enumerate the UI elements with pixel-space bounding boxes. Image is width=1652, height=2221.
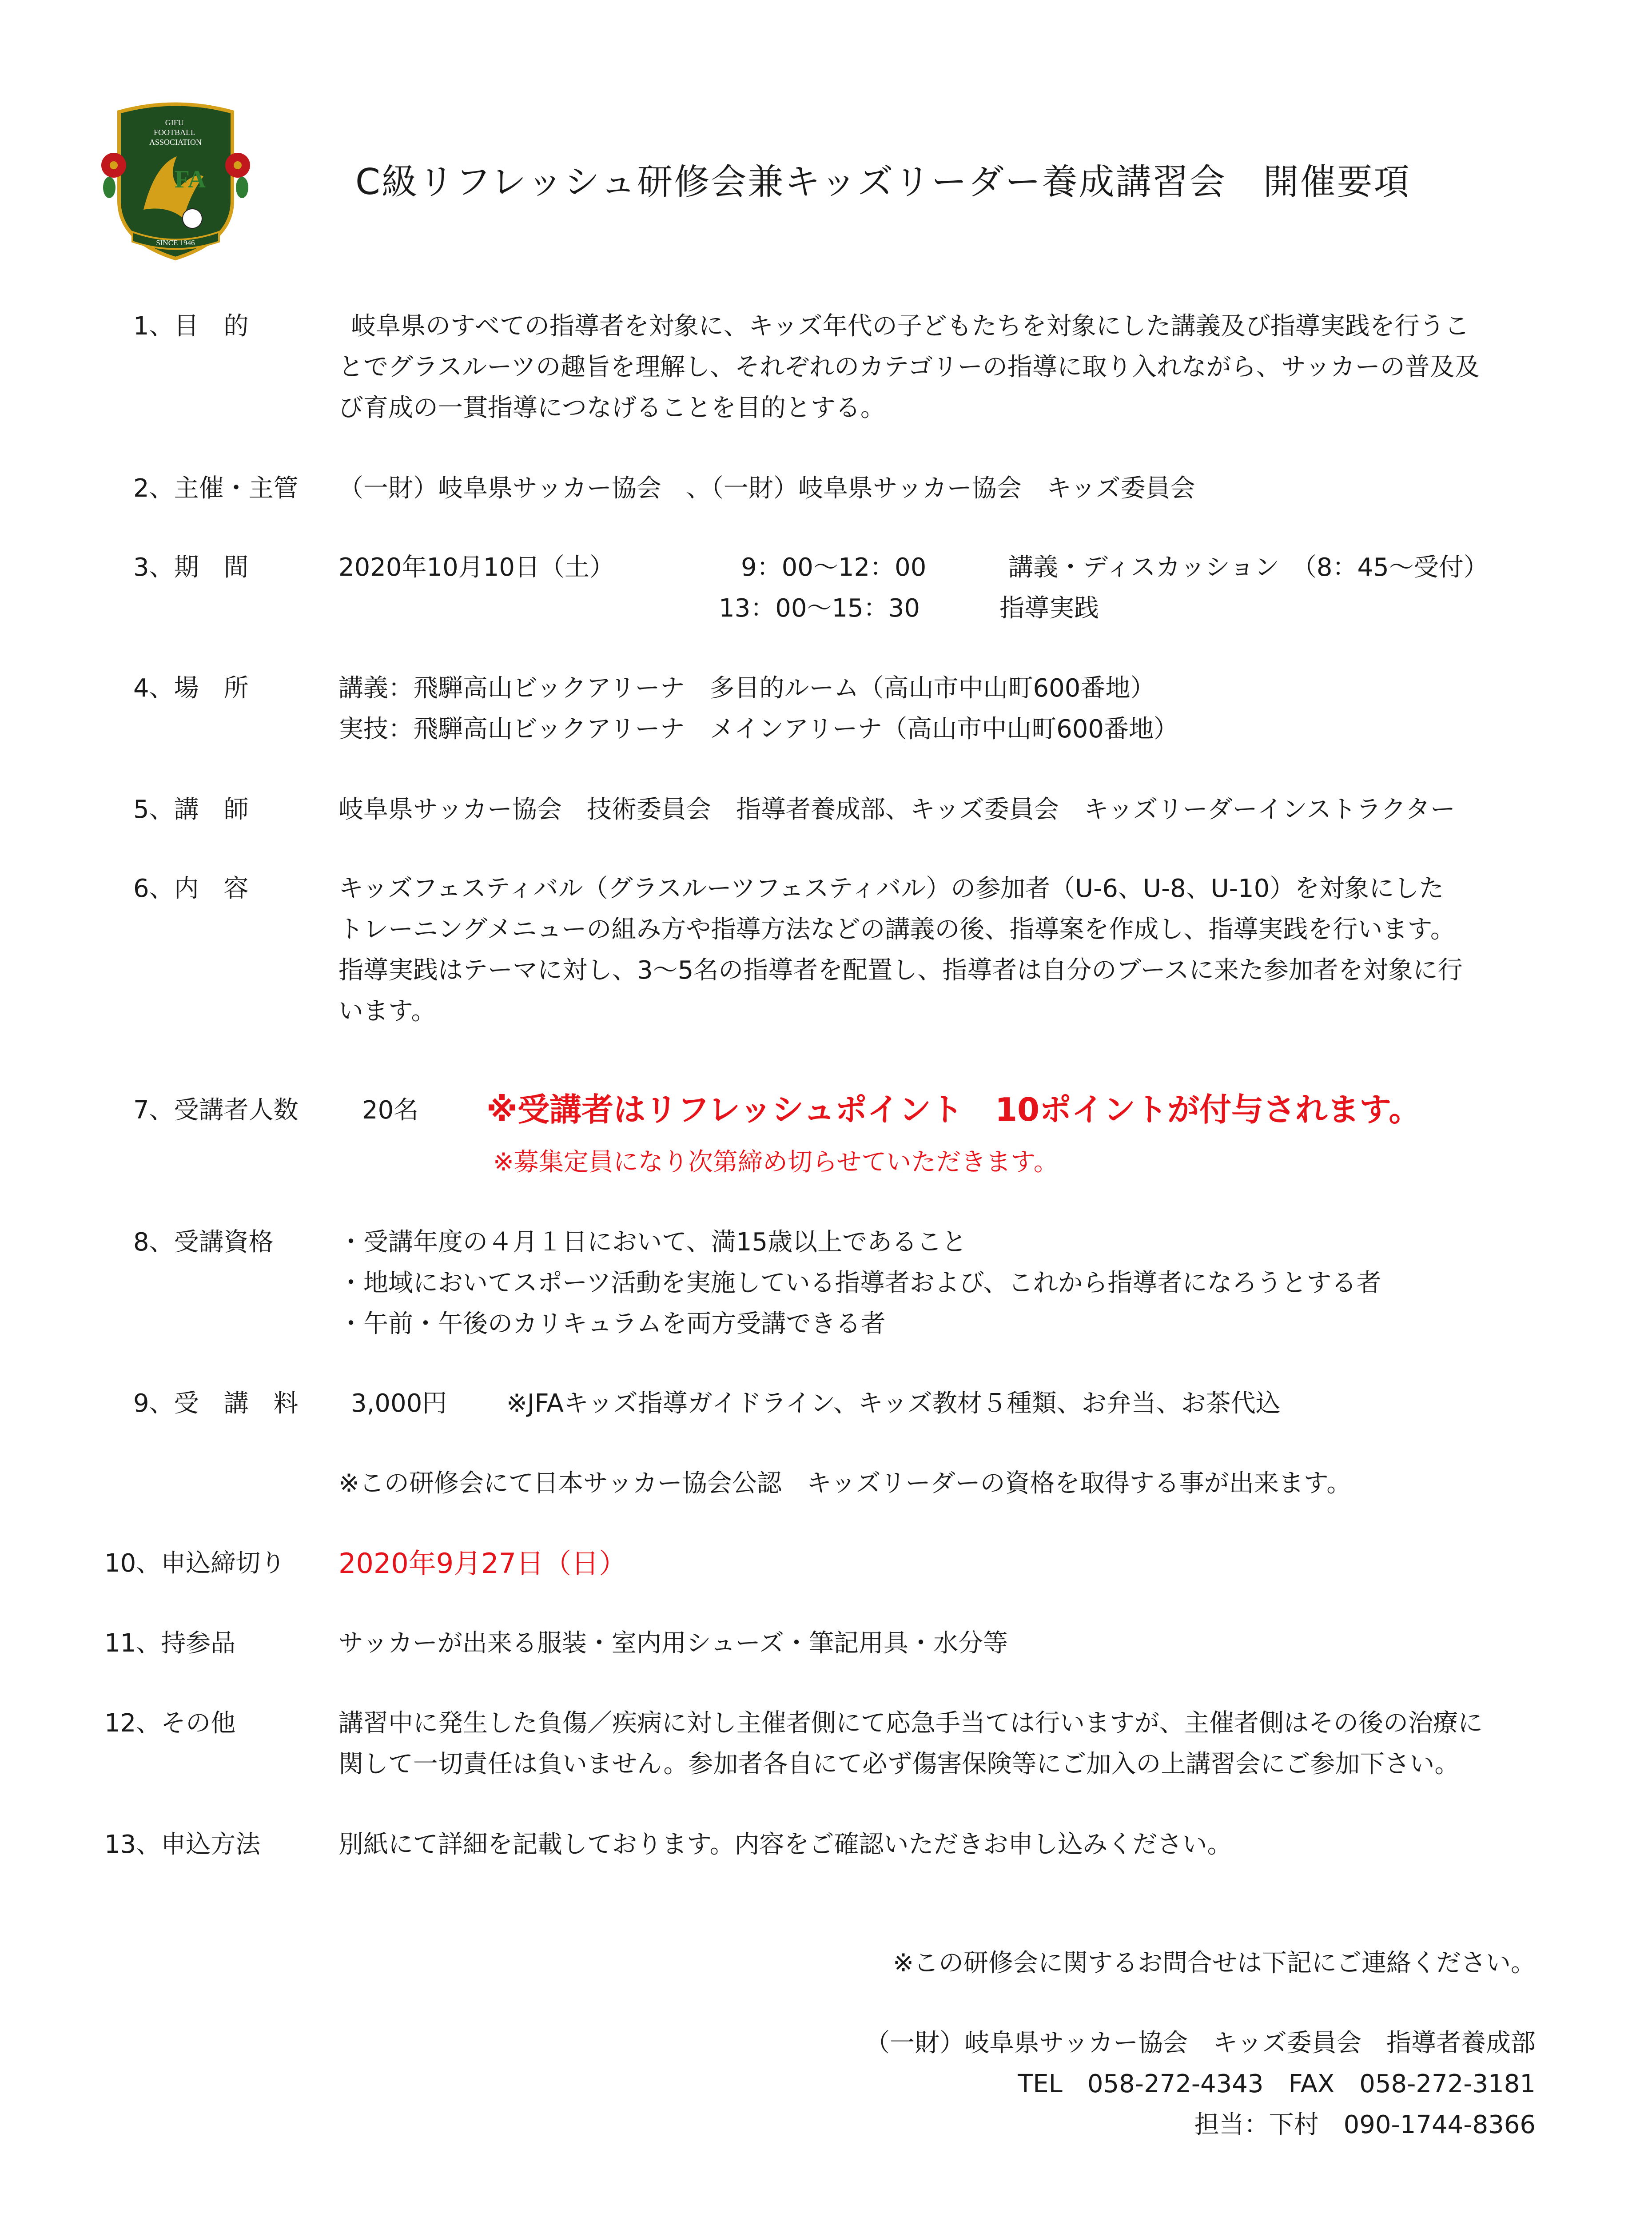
lecturer-label: 5、講 師 [133, 795, 249, 824]
organizer-label: 2、主催・主管 [133, 474, 299, 503]
contact-person: 担当：下村 090-1744-8366 [1194, 2110, 1536, 2139]
period-time-1: 9：00～12：00 [741, 553, 927, 582]
purpose-line-3: び育成の一貫指導につなげることを目的とする。 [338, 394, 885, 422]
place-line-2: 実技：飛騨高山ビックアリーナ メインアリーナ（高山市中山町600番地） [338, 715, 1179, 744]
content-line-1: キッズフェスティバル（グラスルーツフェスティバル）の参加者（U-6、U-8、U-10）を対象にした [338, 874, 1444, 903]
content-line-2: トレーニングメニューの組み方や指導方法などの講義の後、指導案を作成し、指導実践を行います。 [338, 915, 1455, 944]
page-title: C級リフレッシュ研修会兼キッズリーダー養成講習会 開催要項 [355, 161, 1411, 203]
other-label: 12、その他 [104, 1709, 236, 1738]
contact-org: （一財）岐阜県サッカー協会 キッズ委員会 指導者養成部 [865, 2029, 1536, 2058]
place-line-1: 講義：飛騨高山ビックアリーナ 多目的ルーム（高山市中山町600番地） [338, 674, 1155, 703]
period-label: 3、期 間 [133, 553, 249, 582]
logo-top-text: GIFU FOOTBALL ASSOCIATION [149, 118, 202, 147]
gifu-fa-logo [101, 99, 250, 263]
purpose-line-1: 岐阜県のすべての指導者を対象に、キッズ年代の子どもたちを対象にした講義及び指導実践を行うこ [351, 312, 1469, 341]
belongings-label: 11、持参品 [104, 1629, 236, 1658]
content-label: 6、内 容 [133, 874, 249, 903]
logo-ball [183, 209, 202, 228]
purpose-line-2: とでグラスルーツの趣旨を理解し、それぞれのカテゴリーの指導に取り入れながら、サッカーの普及及 [338, 353, 1480, 382]
lecturer-text: 岐阜県サッカー協会 技術委員会 指導者養成部、キッズ委員会 キッズリーダーインストラクター [338, 795, 1455, 824]
fee-label: 9、受 講 料 [133, 1389, 299, 1418]
contact-intro: ※この研修会に関するお問合せは下記にご連絡ください。 [893, 1949, 1536, 1978]
fee-note: ※JFAキッズ指導ガイドライン、キッズ教材５種類、お弁当、お茶代込 [506, 1389, 1281, 1418]
fee-value: 3,000円 [351, 1389, 447, 1418]
apply-text: 別紙にて詳細を記載しております。内容をご確認いただきお申し込みください。 [338, 1830, 1232, 1859]
qualification-line-3: ・午前・午後のカリキュラムを両方受講できる者 [338, 1310, 886, 1338]
capacity-sub-note: ※募集定員になり次第締め切らせていただきます。 [493, 1148, 1059, 1177]
capacity-label: 7、受講者人数 [133, 1096, 299, 1125]
purpose-label: 1、目 的 [133, 312, 249, 341]
qualification-label: 8、受講資格 [133, 1228, 274, 1257]
capacity-point-note: ※受講者はリフレッシュポイント 10ポイントが付与されます。 [486, 1091, 1421, 1128]
deadline-value: 2020年9月27日（日） [338, 1547, 627, 1580]
period-time-2: 13：00～15：30 [719, 594, 920, 623]
organizer-text: （一財）岐阜県サッカー協会 、（一財）岐阜県サッカー協会 キッズ委員会 [338, 474, 1195, 503]
apply-label: 13、申込方法 [104, 1830, 261, 1859]
deadline-label: 10、申込締切り [104, 1549, 286, 1578]
period-activity-2: 指導実践 [999, 594, 1099, 623]
period-date: 2020年10月10日（土） [338, 553, 615, 582]
qualification-line-1: ・受講年度の４月１日において、満15歳以上であること [338, 1228, 967, 1257]
capacity-value: 20名 [362, 1096, 419, 1125]
qualification-line-2: ・地域においてスポーツ活動を実施している指導者および、これから指導者になろうとする者 [338, 1269, 1381, 1298]
other-line-1: 講習中に発生した負傷／疾病に対し主催者側にて応急手当ては行いますが、主催者側はその後の治療に [338, 1709, 1483, 1738]
logo-badge-letters: FA [174, 166, 206, 193]
content-line-4: います。 [338, 997, 436, 1026]
period-activity-1: 講義・ディスカッション （8：45～受付） [1008, 553, 1489, 582]
contact-tel-fax: TEL 058-272-4343 FAX 058-272-3181 [1018, 2070, 1536, 2098]
logo-since-text: SINCE 1946 [156, 239, 195, 247]
belongings-text: サッカーが出来る服装・室内用シューズ・筆記用具・水分等 [338, 1629, 1008, 1658]
content-line-3: 指導実践はテーマに対し、3～5名の指導者を配置し、指導者は自分のブースに来た参加者を対象に行 [338, 956, 1463, 985]
other-line-2: 関して一切責任は負いません。参加者各自にて必ず傷害保険等にご加入の上講習会にご参加下さい。 [338, 1750, 1460, 1779]
place-label: 4、場 所 [133, 674, 249, 703]
fee-qualification-note: ※この研修会にて日本サッカー協会公認 キッズリーダーの資格を取得する事が出来ます。 [338, 1469, 1352, 1498]
